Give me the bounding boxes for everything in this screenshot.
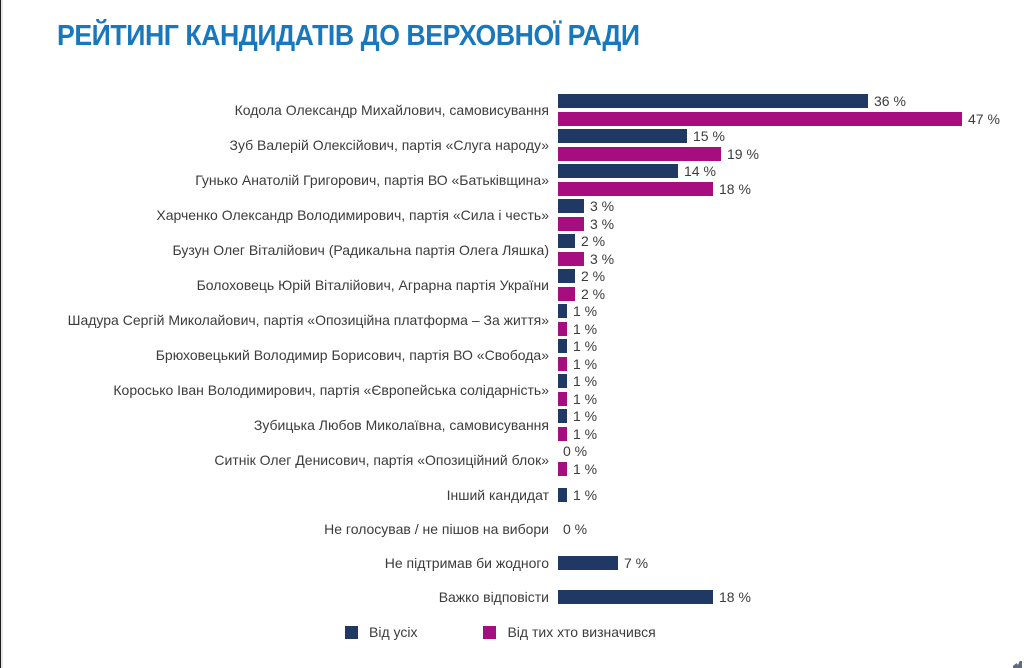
- row-bars: [558, 164, 751, 196]
- bar-value-label: 1 %: [573, 356, 598, 372]
- row-label: Шадура Сергій Миколайович, партія «Опозиційна платформа – За життя»: [67, 312, 549, 328]
- bar-all: [558, 269, 575, 283]
- bar-decided: [558, 252, 584, 266]
- bar-value-label: 0 %: [563, 443, 588, 459]
- chart-row: [0, 547, 1024, 578]
- page-title: РЕЙТИНГ КАНДИДАТІВ ДО ВЕРХОВНОЇ РАДИ: [57, 20, 640, 52]
- row-label: Не голосував / не пішов на вибори: [324, 520, 549, 537]
- bar-line: [558, 304, 597, 318]
- bar-decided: [558, 112, 962, 126]
- bar-value-label: 14 %: [684, 163, 716, 179]
- bar-value-label: 2 %: [581, 268, 606, 284]
- bar-line: [558, 357, 597, 371]
- bar-line: [558, 234, 614, 248]
- bar-line: [558, 427, 597, 441]
- row-bars: [558, 129, 759, 161]
- row-label: Болоховець Юрій Віталійович, Аграрна партія України: [196, 277, 549, 293]
- legend-swatch-decided-icon: [483, 626, 496, 639]
- bar-line: [558, 444, 597, 458]
- bar-decided: [558, 427, 567, 441]
- row-bars: [558, 590, 751, 604]
- bar-decided: [558, 147, 721, 161]
- bar-line: [558, 287, 605, 301]
- legend-item-all: [345, 624, 417, 640]
- bar-value-label: 1 %: [573, 303, 598, 319]
- row-bars: [558, 374, 597, 406]
- chart-row: [0, 164, 1024, 196]
- chart-row: [0, 374, 1024, 406]
- row-bars: [558, 339, 597, 371]
- row-bars: [558, 522, 587, 536]
- chart-row: [0, 234, 1024, 266]
- bar-value-label: 1 %: [573, 321, 598, 337]
- row-label: Інший кандидат: [446, 486, 549, 503]
- row-label: Кодола Олександр Михайлович, самовисування: [234, 102, 549, 118]
- bar-value-label: 15 %: [693, 128, 725, 144]
- bar-line: [558, 522, 587, 536]
- row-label: Брюховецький Володимир Борисович, партія ВО «Свобода»: [155, 347, 549, 363]
- bar-line: [558, 374, 597, 388]
- cropped-corner-artifact: [1013, 661, 1022, 668]
- bar-value-label: 2 %: [581, 233, 606, 249]
- bar-value-label: 36 %: [874, 93, 906, 109]
- row-label: Бузун Олег Віталійович (Радикальна партія Олега Ляшка): [172, 242, 549, 258]
- bar-all: [558, 199, 584, 213]
- chart-row: [0, 94, 1024, 126]
- bar-decided: [558, 392, 567, 406]
- bar-value-label: 19 %: [727, 146, 759, 162]
- bar-chart: [0, 94, 1024, 615]
- bar-decided: [558, 462, 567, 476]
- bar-decided: [558, 357, 567, 371]
- chart-row: [0, 444, 1024, 476]
- bar-all: [558, 94, 868, 108]
- bar-all: [558, 488, 567, 502]
- row-bars: [558, 556, 648, 570]
- row-bars: [558, 269, 605, 301]
- bar-line: [558, 199, 614, 213]
- bar-value-label: 18 %: [719, 181, 751, 197]
- chart-row: [0, 129, 1024, 161]
- chart-legend: [345, 624, 656, 640]
- bar-line: [558, 392, 597, 406]
- row-label: Коросько Іван Володимирович, партія «Європейська солідарність»: [113, 382, 549, 398]
- legend-swatch-all-icon: [345, 626, 358, 639]
- bar-line: [558, 217, 614, 231]
- bar-value-label: 0 %: [563, 520, 588, 537]
- bar-line: [558, 556, 648, 570]
- row-bars: [558, 488, 597, 502]
- bar-value-label: 3 %: [590, 216, 615, 232]
- row-label: Ситнік Олег Денисович, партія «Опозиційний блок»: [214, 452, 549, 468]
- bar-chart-rows: [0, 94, 1024, 612]
- row-bars: [558, 94, 1000, 126]
- chart-row: [0, 513, 1024, 544]
- legend-label-all: Від усіх: [369, 624, 418, 640]
- bar-all: [558, 590, 713, 604]
- row-label: Важко відповісти: [438, 588, 549, 605]
- bar-all: [558, 234, 575, 248]
- bar-line: [558, 462, 597, 476]
- bar-value-label: 1 %: [573, 338, 598, 354]
- bar-line: [558, 322, 597, 336]
- bar-all: [558, 304, 567, 318]
- bar-line: [558, 409, 597, 423]
- row-label: Гунько Анатолій Григорович, партія ВО «Батьківщина»: [195, 172, 549, 188]
- bar-all: [558, 129, 687, 143]
- chart-row: [0, 339, 1024, 371]
- bar-all: [558, 409, 567, 423]
- bar-value-label: 1 %: [573, 373, 598, 389]
- bar-value-label: 1 %: [573, 486, 598, 503]
- bar-value-label: 1 %: [573, 391, 598, 407]
- row-label: Зубицька Любов Миколаївна, самовисування: [253, 417, 549, 433]
- bar-decided: [558, 182, 713, 196]
- bar-value-label: 3 %: [590, 251, 615, 267]
- bar-all: [558, 339, 567, 353]
- row-label: Харченко Олександр Володимирович, партія «Сила і честь»: [156, 207, 549, 223]
- bar-value-label: 3 %: [590, 198, 615, 214]
- bar-line: [558, 339, 597, 353]
- row-bars: [558, 199, 614, 231]
- bar-value-label: 18 %: [719, 588, 751, 605]
- chart-row: [0, 409, 1024, 441]
- bar-decided: [558, 287, 575, 301]
- bar-line: [558, 94, 1000, 108]
- row-bars: [558, 234, 614, 266]
- bar-decided: [558, 217, 584, 231]
- bar-line: [558, 182, 751, 196]
- bar-all: [558, 164, 678, 178]
- bar-value-label: 2 %: [581, 286, 606, 302]
- legend-item-decided: [483, 624, 655, 640]
- legend-label-decided: Від тих хто визначився: [507, 624, 656, 640]
- bar-all: [558, 556, 618, 570]
- bar-value-label: 1 %: [573, 461, 598, 477]
- row-bars: [558, 409, 597, 441]
- bar-value-label: 7 %: [624, 554, 649, 571]
- chart-row: [0, 581, 1024, 612]
- bar-line: [558, 269, 605, 283]
- bar-value-label: 1 %: [573, 426, 598, 442]
- bar-line: [558, 147, 759, 161]
- bar-value-label: 1 %: [573, 408, 598, 424]
- bar-line: [558, 164, 751, 178]
- row-label: Зуб Валерій Олексійович, партія «Слуга народу»: [229, 137, 549, 153]
- chart-row: [0, 304, 1024, 336]
- bar-line: [558, 129, 759, 143]
- chart-row: [0, 479, 1024, 510]
- bar-line: [558, 488, 597, 502]
- bar-all: [558, 374, 567, 388]
- row-bars: [558, 304, 597, 336]
- bar-line: [558, 112, 1000, 126]
- row-label: Не підтримав би жодного: [384, 554, 549, 571]
- bar-line: [558, 252, 614, 266]
- bar-decided: [558, 322, 567, 336]
- chart-row: [0, 269, 1024, 301]
- chart-row: [0, 199, 1024, 231]
- bar-value-label: 47 %: [968, 111, 1000, 127]
- bar-line: [558, 590, 751, 604]
- row-bars: [558, 444, 597, 476]
